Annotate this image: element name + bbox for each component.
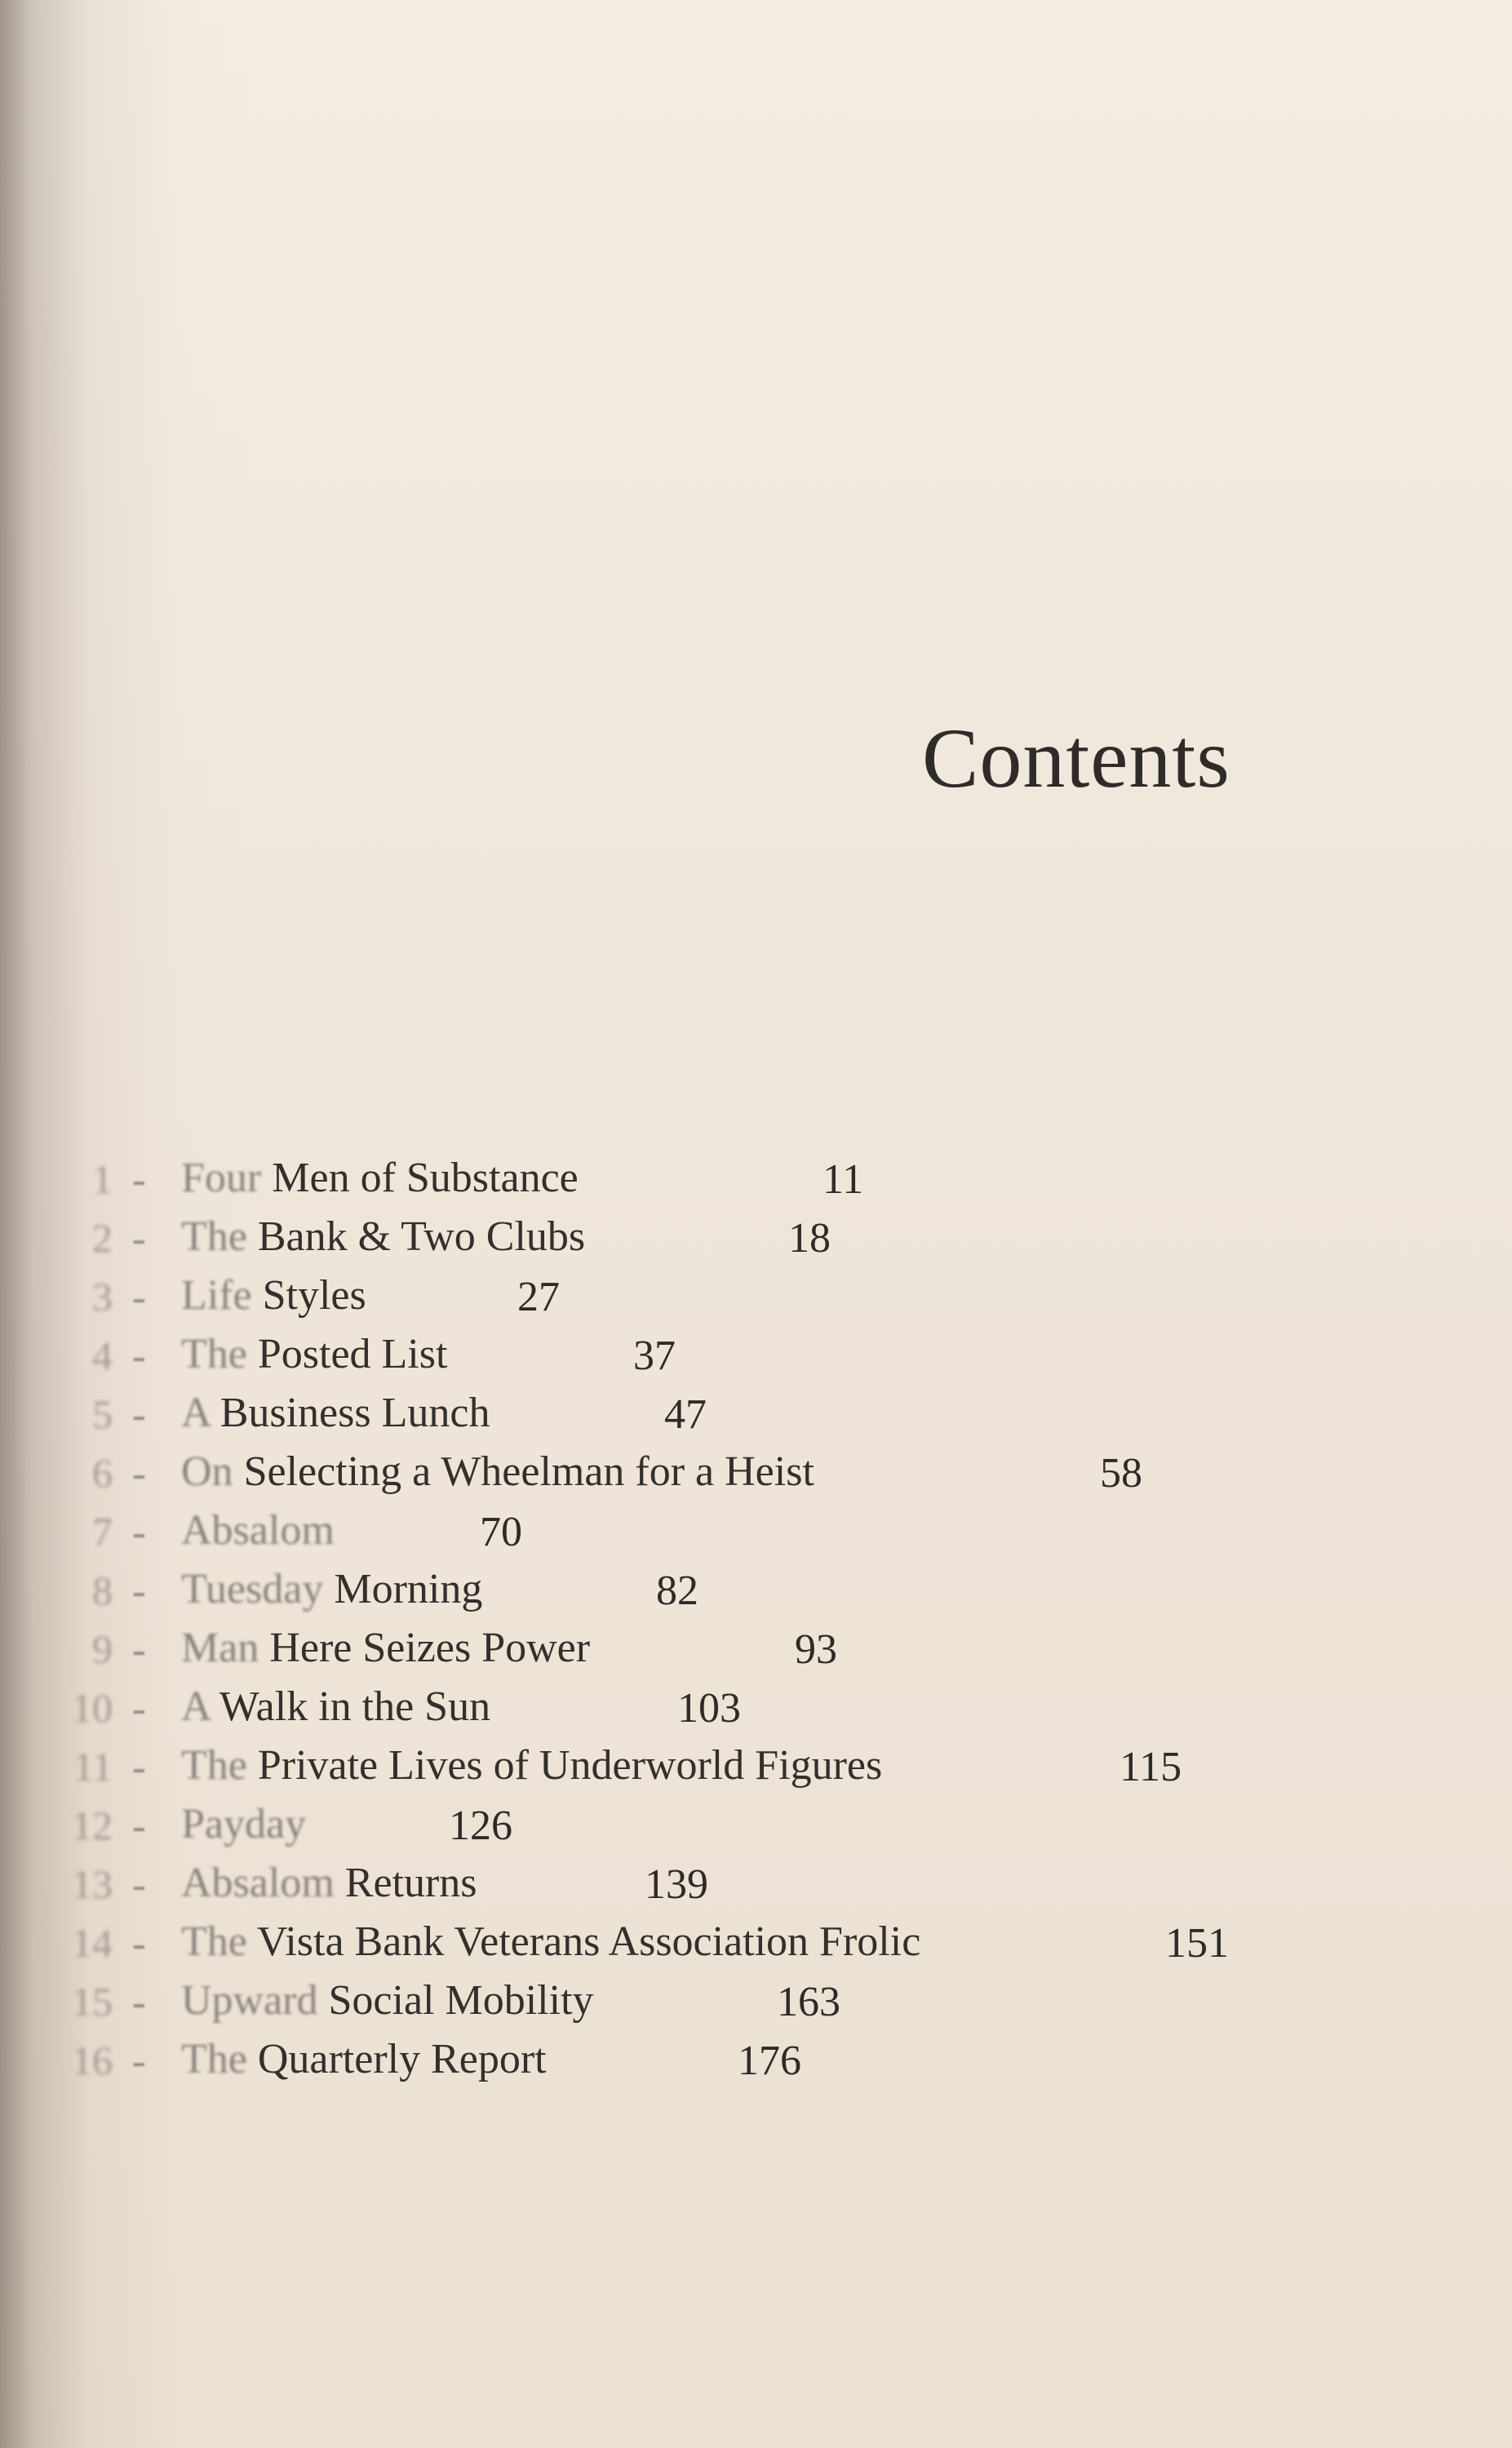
chapter-number: 9 <box>92 1626 113 1672</box>
toc-entry <box>0 1736 1512 1795</box>
chapter-number: 2 <box>92 1215 113 1261</box>
page-number: 70 <box>480 1509 522 1555</box>
chapter-title <box>181 1213 585 1261</box>
separator-dash: - <box>132 1333 146 1378</box>
chapter-title <box>181 1330 447 1378</box>
chapter-title-rest: Morning <box>323 1566 483 1612</box>
chapter-title <box>181 1741 882 1789</box>
separator-dash: - <box>132 2038 146 2083</box>
page-number: 18 <box>788 1215 831 1262</box>
chapter-number: 12 <box>72 1803 113 1848</box>
chapter-number: 16 <box>72 2038 113 2083</box>
chapter-title-rest: Posted List <box>246 1331 448 1377</box>
chapter-number: 10 <box>72 1685 113 1731</box>
chapter-title-rest: Men of Substance <box>261 1155 579 1201</box>
chapter-number: 8 <box>92 1568 113 1613</box>
page-number: 47 <box>664 1391 707 1438</box>
table-of-contents <box>0 1149 1512 2089</box>
chapter-title <box>181 1154 579 1202</box>
toc-entry <box>0 1678 1512 1736</box>
separator-dash: - <box>132 1685 146 1731</box>
chapter-title-lead: A <box>181 1390 210 1436</box>
toc-entry <box>0 1325 1512 1384</box>
chapter-title-rest: Walk in the Sun <box>209 1683 491 1730</box>
chapter-title-lead: A <box>181 1683 210 1730</box>
chapter-title-lead: Life <box>181 1272 252 1319</box>
toc-entry <box>0 1560 1512 1619</box>
chapter-number: 6 <box>92 1450 113 1496</box>
page-number: 139 <box>645 1861 708 1908</box>
chapter-title-lead: The <box>181 2036 247 2082</box>
page-number: 93 <box>795 1626 837 1673</box>
chapter-title-lead: Absalom <box>181 1507 335 1554</box>
separator-dash: - <box>132 1626 146 1672</box>
chapter-title <box>181 1448 814 1496</box>
chapter-number: 4 <box>92 1333 113 1378</box>
chapter-title-lead: On <box>181 1448 233 1495</box>
chapter-title-lead: The <box>181 1331 247 1377</box>
chapter-title-lead: Tuesday <box>181 1566 324 1612</box>
separator-dash: - <box>132 1156 146 1202</box>
chapter-title <box>181 1389 490 1437</box>
page-number: 27 <box>517 1274 560 1320</box>
separator-dash: - <box>132 1803 146 1848</box>
toc-entry <box>0 1266 1512 1325</box>
chapter-title-lead: Payday <box>181 1801 307 1847</box>
chapter-title-lead: The <box>181 1742 247 1789</box>
page-number: 163 <box>777 1979 840 2025</box>
contents-heading: Contents <box>922 711 1230 805</box>
chapter-title <box>181 1565 482 1613</box>
chapter-title-rest: Selecting a Wheelman for a Heist <box>233 1448 814 1495</box>
chapter-number: 11 <box>73 1744 113 1789</box>
chapter-title <box>181 1800 306 1848</box>
chapter-number: 7 <box>92 1509 113 1554</box>
chapter-title <box>181 1624 590 1672</box>
chapter-title-rest: Business Lunch <box>209 1390 490 1436</box>
toc-entry <box>0 1208 1512 1266</box>
separator-dash: - <box>132 1274 146 1319</box>
separator-dash: - <box>132 1509 146 1554</box>
page-number: 103 <box>677 1685 741 1732</box>
chapter-title <box>181 1918 920 1966</box>
chapter-title-rest: Returns <box>334 1860 477 1906</box>
chapter-title-rest: Quarterly Report <box>246 2036 547 2082</box>
chapter-title-lead: Upward <box>181 1977 318 2024</box>
chapter-title-lead: The <box>181 1213 247 1260</box>
chapter-title-lead: Absalom <box>181 1860 335 1906</box>
chapter-number: 13 <box>72 1861 113 1907</box>
page-number: 115 <box>1120 1744 1182 1790</box>
chapter-number: 3 <box>92 1274 113 1319</box>
chapter-number: 5 <box>92 1391 113 1437</box>
toc-entry <box>0 1384 1512 1443</box>
page-number: 176 <box>738 2038 801 2084</box>
chapter-title <box>181 1859 477 1907</box>
toc-entry <box>0 1443 1512 1501</box>
page-number: 82 <box>656 1568 698 1614</box>
toc-entry <box>0 1913 1512 1971</box>
separator-dash: - <box>132 1920 146 1966</box>
chapter-title <box>181 1506 335 1554</box>
separator-dash: - <box>132 1391 146 1437</box>
chapter-title-rest: Vista Bank Veterans Association Frolic <box>246 1918 921 1965</box>
page-number: 37 <box>633 1333 676 1379</box>
chapter-title-rest: Styles <box>251 1272 366 1319</box>
chapter-title <box>181 1683 490 1731</box>
chapter-title <box>181 1271 366 1319</box>
chapter-number: 1 <box>92 1156 113 1202</box>
separator-dash: - <box>132 1861 146 1907</box>
separator-dash: - <box>132 1215 146 1261</box>
page-number: 58 <box>1100 1450 1142 1497</box>
toc-entry <box>0 1619 1512 1678</box>
toc-entry <box>0 1795 1512 1854</box>
chapter-number: 14 <box>72 1920 113 1966</box>
chapter-title-rest: Bank & Two Clubs <box>246 1213 586 1260</box>
separator-dash: - <box>132 1979 146 2024</box>
chapter-number: 15 <box>72 1979 113 2024</box>
toc-entry <box>0 2030 1512 2089</box>
chapter-title-rest: Here Seizes Power <box>259 1625 591 1671</box>
toc-entry <box>0 1149 1512 1208</box>
toc-entry <box>0 1854 1512 1913</box>
chapter-title-rest: Social Mobility <box>317 1977 594 2024</box>
chapter-title-lead: The <box>181 1918 247 1965</box>
chapter-title <box>181 2035 547 2083</box>
separator-dash: - <box>132 1568 146 1613</box>
toc-entry <box>0 1971 1512 2030</box>
page-number: 151 <box>1165 1920 1229 1967</box>
page-number: 126 <box>449 1803 512 1849</box>
toc-entry <box>0 1501 1512 1560</box>
chapter-title-rest: Private Lives of Underworld Figures <box>246 1742 883 1789</box>
chapter-title-lead: Man <box>181 1625 259 1671</box>
page-number: 11 <box>823 1156 864 1203</box>
separator-dash: - <box>132 1744 146 1789</box>
chapter-title <box>181 1976 594 2024</box>
separator-dash: - <box>132 1450 146 1496</box>
chapter-title-lead: Four <box>181 1155 262 1201</box>
